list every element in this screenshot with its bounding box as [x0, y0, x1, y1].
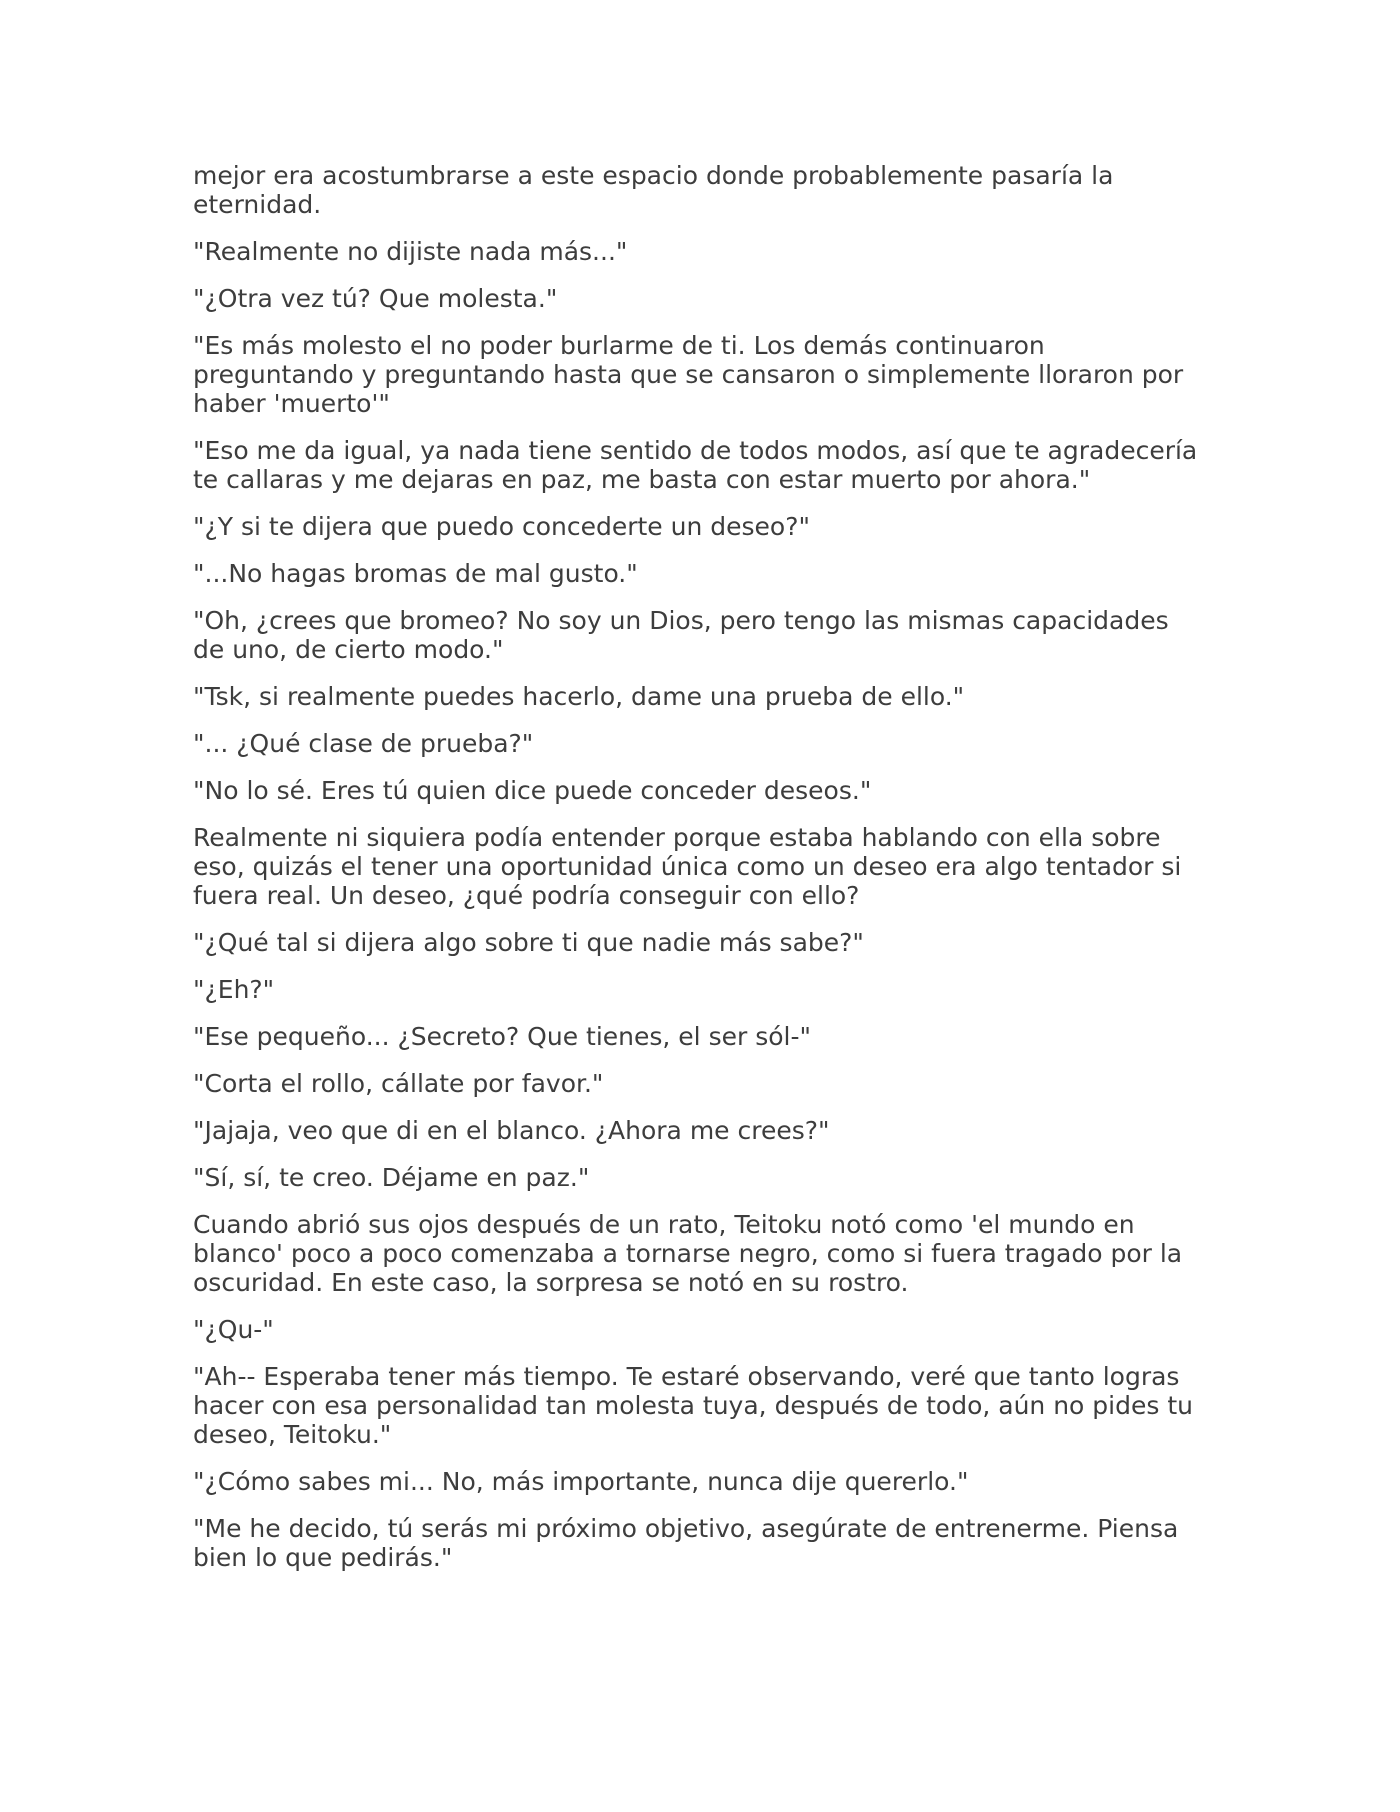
paragraph: "Me he decido, tú serás mi próximo objetivo, asegúrate de entrenerme. Piensa bien lo que pedirás."	[193, 1514, 1179, 1572]
paragraph: "Tsk, si realmente puedes hacerlo, dame una prueba de ello."	[193, 682, 965, 711]
paragraph: "Oh, ¿crees que bromeo? No soy un Dios, pero tengo las mismas capacidades de uno, de cierto modo."	[193, 606, 1169, 664]
paragraph: Cuando abrió sus ojos después de un rato, Teitoku notó como 'el mundo en blanco' poco a poco comenzaba a tornarse negro, como si fuera tragado por la oscuridad. En este caso, la sorpresa se notó en su rostro.	[193, 1210, 1183, 1297]
paragraph: "Eso me da igual, ya nada tiene sentido de todos modos, así que te agradecería te callaras y me dejaras en paz, me basta con estar muerto por ahora."	[193, 436, 1198, 494]
paragraph: "¿Cómo sabes mi... No, más importante, nunca dije quererlo."	[193, 1467, 969, 1496]
paragraph: "Sí, sí, te creo. Déjame en paz."	[193, 1163, 590, 1192]
paragraph: "...No hagas bromas de mal gusto."	[193, 559, 638, 588]
paragraph: "¿Qu-"	[193, 1315, 274, 1344]
paragraph: mejor era acostumbrarse a este espacio donde probablemente pasaría la eternidad.	[193, 161, 1114, 219]
paragraph: "Corta el rollo, cállate por favor."	[193, 1069, 604, 1098]
paragraph: "Realmente no dijiste nada más..."	[193, 237, 628, 266]
paragraph: "Jajaja, veo que di en el blanco. ¿Ahora me crees?"	[193, 1116, 830, 1145]
paragraph: "¿Y si te dijera que puedo concederte un deseo?"	[193, 512, 810, 541]
paragraph: "No lo sé. Eres tú quien dice puede conceder deseos."	[193, 776, 872, 805]
paragraph: Realmente ni siquiera podía entender porque estaba hablando con ella sobre eso, quizás el tener una oportunidad única como un deseo era algo tentador si fuera real. Un deseo, ¿qué podría conseguir con ello?	[193, 823, 1182, 910]
paragraph: "¿Otra vez tú? Que molesta."	[193, 284, 558, 313]
paragraph: "... ¿Qué clase de prueba?"	[193, 729, 534, 758]
paragraph: "¿Eh?"	[193, 975, 275, 1004]
paragraph: "Ese pequeño... ¿Secreto? Que tienes, el ser sól-"	[193, 1022, 811, 1051]
paragraph: "Ah-- Esperaba tener más tiempo. Te estaré observando, veré que tanto logras hacer con esa personalidad tan molesta tuya, después de todo, aún no pides tu deseo, Teitoku."	[193, 1362, 1193, 1449]
paragraph: "¿Qué tal si dijera algo sobre ti que nadie más sabe?"	[193, 928, 864, 957]
paragraph: "Es más molesto el no poder burlarme de ti. Los demás continuaron preguntando y preguntando hasta que se cansaron o simplemente lloraron por haber 'muerto'"	[193, 331, 1184, 418]
document-page	[193, 161, 1203, 1590]
